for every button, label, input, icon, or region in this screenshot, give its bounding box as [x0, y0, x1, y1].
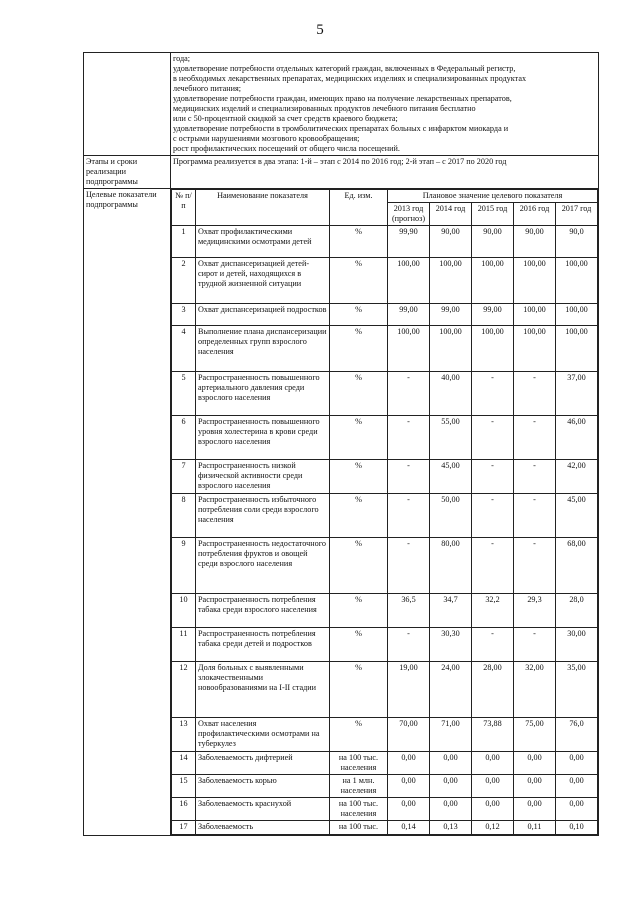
goal-line: удовлетворение потребности в тромболитических препаратах больных с инфарктом миокарда и	[173, 124, 509, 133]
indicator-value: 99,90	[388, 226, 430, 258]
indicator-value: -	[388, 416, 430, 460]
header-year: 2017 год	[556, 203, 598, 226]
indicator-name: Выполнение плана диспансеризации определенных групп взрослого населения	[196, 326, 330, 372]
indicator-value: 100,00	[514, 258, 556, 304]
header-planned: Плановое значение целевого показателя	[388, 190, 598, 203]
indicator-name: Распространенность потребления табака среди взрослого населения	[196, 594, 330, 628]
stages-row	[84, 156, 599, 189]
indicator-value: 0,00	[430, 775, 472, 798]
indicator-unit: %	[330, 304, 388, 326]
indicator-unit: %	[330, 372, 388, 416]
indicator-value: 50,00	[430, 494, 472, 538]
indicator-value: 28,0	[556, 594, 598, 628]
goal-line: удовлетворение потребности отдельных категорий граждан, включенных в Федеральный регистр,	[173, 64, 516, 73]
indicator-unit: %	[330, 628, 388, 662]
table-row	[172, 258, 598, 304]
indicator-name: Распространенность потребления табака среди детей и подростков	[196, 628, 330, 662]
row-number: 7	[172, 460, 196, 494]
indicator-value: 29,3	[514, 594, 556, 628]
indicator-name: Распространенность недостаточного потребления фруктов и овощей среди взрослого населения	[196, 538, 330, 594]
indicator-value: -	[472, 416, 514, 460]
indicator-unit: %	[330, 494, 388, 538]
targets-table	[171, 189, 598, 835]
indicator-value: 45,00	[430, 460, 472, 494]
indicator-name: Распространенность повышенного артериального давления среди взрослого населения	[196, 372, 330, 416]
indicator-value: 34,7	[430, 594, 472, 628]
indicator-value: 0,00	[556, 752, 598, 775]
table-row	[172, 372, 598, 416]
indicator-name: Распространенность повышенного уровня холестерина в крови среди взрослого населения	[196, 416, 330, 460]
row-number: 12	[172, 662, 196, 718]
page-number: 5	[316, 22, 324, 38]
indicator-value: 90,00	[514, 226, 556, 258]
indicator-value: 19,00	[388, 662, 430, 718]
indicator-unit: %	[330, 594, 388, 628]
table-row	[172, 775, 598, 798]
indicator-value: 0,00	[388, 752, 430, 775]
indicator-value: 0,00	[430, 798, 472, 821]
indicator-value: 36,5	[388, 594, 430, 628]
indicator-name: Заболеваемость	[196, 821, 330, 835]
table-row	[172, 718, 598, 752]
table-row	[172, 326, 598, 372]
indicator-value: 42,00	[556, 460, 598, 494]
indicator-value: -	[514, 628, 556, 662]
row-number: 2	[172, 258, 196, 304]
indicator-value: 0,00	[388, 775, 430, 798]
goal-line: в необходимых лекарственных препаратах, медицинских изделиях и специализированных продуктах	[173, 74, 527, 83]
row-number: 8	[172, 494, 196, 538]
indicator-value: -	[388, 494, 430, 538]
indicator-value: 46,00	[556, 416, 598, 460]
indicator-value: 75,00	[514, 718, 556, 752]
header-name: Наименование показателя	[196, 190, 330, 226]
indicator-value: 99,00	[388, 304, 430, 326]
goal-line: или с 50-процентной скидкой за счет средств краевого бюджета;	[173, 114, 398, 123]
indicator-value: 30,00	[556, 628, 598, 662]
indicator-value: -	[388, 460, 430, 494]
indicator-name: Заболеваемость краснухой	[196, 798, 330, 821]
table-row	[172, 494, 598, 538]
indicator-value: 24,00	[430, 662, 472, 718]
header-year: 2016 год	[514, 203, 556, 226]
indicator-value: 0,00	[472, 798, 514, 821]
table-row	[172, 628, 598, 662]
table-row	[172, 752, 598, 775]
indicator-value: 90,00	[430, 226, 472, 258]
indicator-unit: на 1 млн. населения	[330, 775, 388, 798]
indicator-unit: %	[330, 258, 388, 304]
goal-line: с острыми нарушениями мозгового кровообращения;	[173, 134, 360, 143]
indicator-value: 0,00	[556, 775, 598, 798]
indicator-name: Доля больных с выявленными злокачественными новообразованиями на I-II стадии	[196, 662, 330, 718]
indicator-value: 0,00	[514, 798, 556, 821]
targets-cell	[171, 189, 599, 836]
indicator-value: 0,00	[472, 775, 514, 798]
indicator-value: -	[388, 372, 430, 416]
indicator-value: 0,14	[388, 821, 430, 835]
targets-label: Целевые показатели подпрограммы	[84, 189, 171, 836]
indicator-value: 28,00	[472, 662, 514, 718]
indicator-value: 0,00	[430, 752, 472, 775]
header-row	[172, 190, 598, 203]
goals-label-cell	[84, 53, 171, 156]
indicator-value: 0,00	[514, 775, 556, 798]
indicator-value: -	[514, 416, 556, 460]
indicator-name: Охват населения профилактическими осмотрами на туберкулез	[196, 718, 330, 752]
indicator-name: Распространенность низкой физической активности среди взрослого населения	[196, 460, 330, 494]
stages-text: Программа реализуется в два этапа: 1-й – этап с 2014 по 2016 год; 2-й этап – с 2017 по 2020 год	[171, 156, 599, 189]
indicator-name: Заболеваемость корью	[196, 775, 330, 798]
indicator-value: 0,00	[556, 798, 598, 821]
indicator-value: 76,0	[556, 718, 598, 752]
indicator-unit: на 100 тыс.	[330, 821, 388, 835]
indicator-value: 0,00	[472, 752, 514, 775]
indicator-value: 90,0	[556, 226, 598, 258]
row-number: 6	[172, 416, 196, 460]
indicator-value: 0,10	[556, 821, 598, 835]
goal-line: лечебного питания;	[173, 84, 242, 93]
row-number: 16	[172, 798, 196, 821]
indicator-value: 37,00	[556, 372, 598, 416]
indicator-value: 100,00	[556, 304, 598, 326]
table-row	[172, 798, 598, 821]
row-number: 5	[172, 372, 196, 416]
table-row	[172, 226, 598, 258]
indicator-name: Заболеваемость дифтерией	[196, 752, 330, 775]
indicator-value: 100,00	[388, 326, 430, 372]
table-row	[172, 304, 598, 326]
indicator-value: -	[514, 372, 556, 416]
header-year: 2013 год (прогноз)	[388, 203, 430, 226]
row-number: 11	[172, 628, 196, 662]
row-number: 10	[172, 594, 196, 628]
goal-line: рост профилактических посещений от общего числа посещений.	[173, 144, 400, 153]
header-year: 2015 год	[472, 203, 514, 226]
row-number: 3	[172, 304, 196, 326]
indicator-value: 100,00	[556, 258, 598, 304]
targets-row	[84, 189, 599, 836]
indicator-value: 0,00	[388, 798, 430, 821]
indicator-unit: %	[330, 538, 388, 594]
indicator-value: 45,00	[556, 494, 598, 538]
indicator-value: 68,00	[556, 538, 598, 594]
indicator-unit: %	[330, 460, 388, 494]
indicator-name: Охват диспансеризацией подростков	[196, 304, 330, 326]
indicator-unit: на 100 тыс. населения	[330, 752, 388, 775]
goals-row	[84, 53, 599, 156]
indicator-value: 55,00	[430, 416, 472, 460]
indicator-value: 0,11	[514, 821, 556, 835]
indicator-unit: %	[330, 326, 388, 372]
indicator-value: 100,00	[472, 326, 514, 372]
indicator-name: Охват диспансеризацией детей-сирот и детей, находящихся в трудной жизненной ситуации	[196, 258, 330, 304]
indicator-value: -	[472, 372, 514, 416]
indicator-name: Охват профилактическими медицинскими осмотрами детей	[196, 226, 330, 258]
indicator-value: 100,00	[430, 326, 472, 372]
header-unit: Ед. изм.	[330, 190, 388, 226]
indicator-value: 73,88	[472, 718, 514, 752]
indicator-value: 0,12	[472, 821, 514, 835]
goals-text-cell	[171, 53, 599, 156]
row-number: 4	[172, 326, 196, 372]
subprogram-passport-table	[83, 52, 599, 836]
indicator-value: 100,00	[472, 258, 514, 304]
indicator-value: 0,00	[514, 752, 556, 775]
indicator-value: 40,00	[430, 372, 472, 416]
stages-label: Этапы и сроки реализации подпрограммы	[84, 156, 171, 189]
indicator-value: 0,13	[430, 821, 472, 835]
table-row	[172, 416, 598, 460]
row-number: 14	[172, 752, 196, 775]
indicator-value: 100,00	[514, 326, 556, 372]
indicator-value: 100,00	[514, 304, 556, 326]
indicator-value: 30,30	[430, 628, 472, 662]
goal-line: удовлетворение потребности граждан, имеющих право на получение лекарственных препаратов,	[173, 94, 512, 103]
indicator-value: -	[388, 538, 430, 594]
table-row	[172, 460, 598, 494]
header-year: 2014 год	[430, 203, 472, 226]
indicator-value: -	[514, 460, 556, 494]
row-number: 13	[172, 718, 196, 752]
indicator-value: -	[472, 460, 514, 494]
indicator-value: 32,2	[472, 594, 514, 628]
indicator-value: -	[472, 538, 514, 594]
indicator-value: 99,00	[472, 304, 514, 326]
indicator-value: 35,00	[556, 662, 598, 718]
indicator-value: 99,00	[430, 304, 472, 326]
indicator-unit: %	[330, 416, 388, 460]
indicator-value: 32,00	[514, 662, 556, 718]
table-row	[172, 662, 598, 718]
row-number: 15	[172, 775, 196, 798]
indicator-unit: на 100 тыс. населения	[330, 798, 388, 821]
indicator-value: 100,00	[388, 258, 430, 304]
row-number: 1	[172, 226, 196, 258]
row-number: 17	[172, 821, 196, 835]
indicator-name: Распространенность избыточного потребления соли среди взрослого населения	[196, 494, 330, 538]
indicator-value: 80,00	[430, 538, 472, 594]
goal-line: медицинских изделий и специализированных продуктов лечебного питания бесплатно	[173, 104, 476, 113]
indicator-value: -	[472, 494, 514, 538]
goal-line: года;	[173, 54, 191, 63]
table-row	[172, 538, 598, 594]
table-row	[172, 594, 598, 628]
indicator-unit: %	[330, 718, 388, 752]
indicator-value: 100,00	[556, 326, 598, 372]
indicator-value: 70,00	[388, 718, 430, 752]
indicator-unit: %	[330, 226, 388, 258]
indicator-value: -	[388, 628, 430, 662]
indicator-value: 90,00	[472, 226, 514, 258]
indicator-unit: %	[330, 662, 388, 718]
indicator-value: 100,00	[430, 258, 472, 304]
indicator-value: -	[514, 538, 556, 594]
indicator-value: 71,00	[430, 718, 472, 752]
indicator-value: -	[472, 628, 514, 662]
table-row	[172, 821, 598, 835]
header-num: № п/п	[172, 190, 196, 226]
row-number: 9	[172, 538, 196, 594]
indicator-value: -	[514, 494, 556, 538]
